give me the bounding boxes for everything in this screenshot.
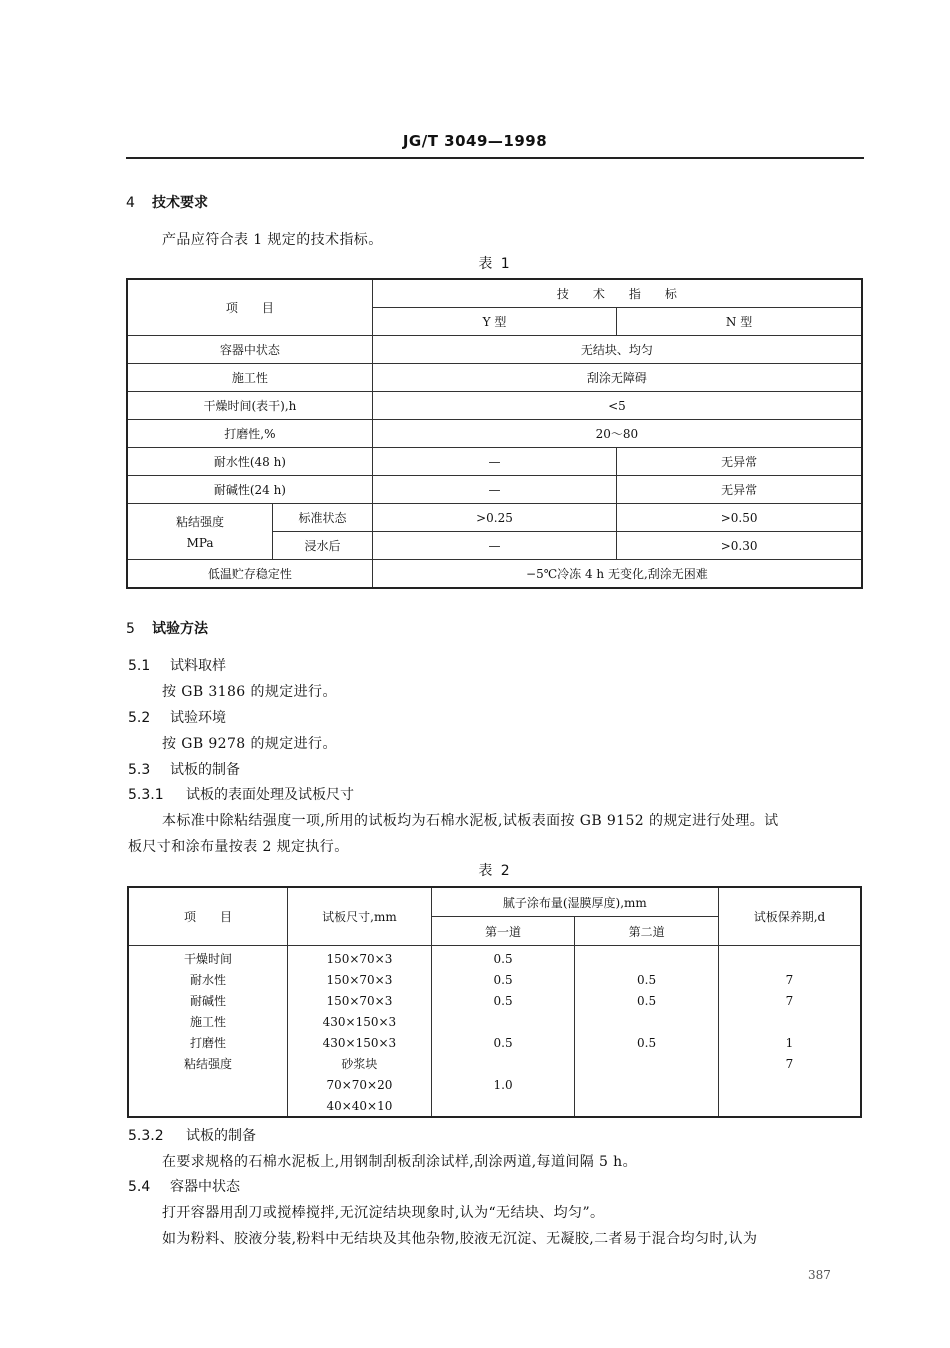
section-5-3-2-heading — [128, 1125, 256, 1145]
row-size: 150×70×3 — [288, 969, 432, 990]
row-y-value: >0.25 — [372, 504, 616, 532]
row-second: 0.5 — [575, 1032, 719, 1053]
section-5-2-text: 按 GB 9278 的规定进行。 — [162, 736, 337, 752]
col-header-first: 第一道 — [431, 917, 575, 946]
section-5-1-heading — [128, 655, 226, 675]
row-condition: 标准状态 — [273, 504, 373, 532]
row-item: 干燥时间(表干),h — [127, 392, 372, 420]
section-5-4-line2: 如为粉料、胶液分装,粉料中无结块及其他杂物,胶液无沉淀、无凝胶,二者易于混合均匀时,认为 — [162, 1231, 758, 1247]
row-size: 430×150×3 — [288, 1032, 432, 1053]
col-header-n: N 型 — [617, 308, 862, 336]
row-second — [575, 1053, 719, 1074]
row-item: 施工性 — [127, 364, 372, 392]
row-n-value: 无异常 — [617, 448, 862, 476]
table-row — [127, 448, 862, 476]
row-value: <5 — [372, 392, 862, 420]
section-title: 试板的表面处理及试板尺寸 — [186, 787, 354, 803]
section-title: 试验环境 — [170, 710, 226, 726]
section-5-3-1-heading — [128, 784, 354, 804]
col-header-second: 第二道 — [575, 917, 719, 946]
table-row — [127, 420, 862, 448]
row-cure: 7 — [718, 1053, 861, 1074]
row-first — [431, 1095, 575, 1117]
col-header-item: 项 目 — [128, 887, 288, 946]
row-item: 容器中状态 — [127, 336, 372, 364]
header-rule — [126, 157, 864, 159]
section-number: 4 — [126, 195, 135, 211]
row-item: 粘结强度 — [128, 1053, 288, 1074]
row-first: 0.5 — [431, 1032, 575, 1053]
row-cure — [718, 1095, 861, 1117]
row-first: 0.5 — [431, 969, 575, 990]
table-row — [127, 504, 862, 532]
section-title: 试板的制备 — [170, 762, 240, 778]
row-second: 0.5 — [575, 990, 719, 1011]
table-row — [128, 969, 861, 990]
section-5-1-text: 按 GB 3186 的规定进行。 — [162, 684, 337, 700]
row-cure: 1 — [718, 1032, 861, 1053]
section-4-heading — [126, 192, 208, 212]
table-row — [127, 392, 862, 420]
row-second — [575, 1074, 719, 1095]
table-2 — [127, 886, 862, 1118]
row-n-value: 无异常 — [617, 476, 862, 504]
row-item — [128, 1095, 288, 1117]
table-row — [128, 1074, 861, 1095]
section-number: 5.2 — [128, 710, 151, 726]
col-header-coat: 腻子涂布量(湿膜厚度),mm — [431, 887, 718, 917]
row-value: 刮涂无障碍 — [372, 364, 862, 392]
table-row — [128, 990, 861, 1011]
table-row — [127, 560, 862, 589]
row-item: 耐水性(48 h) — [127, 448, 372, 476]
section-title: 试料取样 — [170, 658, 226, 674]
col-header-size: 试板尺寸,mm — [288, 887, 432, 946]
row-value: 无结块、均匀 — [372, 336, 862, 364]
row-second — [575, 1095, 719, 1117]
row-item: 打磨性,% — [127, 420, 372, 448]
section-title: 技术要求 — [152, 195, 208, 211]
section-5-4-heading — [128, 1176, 240, 1196]
row-second: 0.5 — [575, 969, 719, 990]
row-item — [128, 1074, 288, 1095]
section-title: 试板的制备 — [186, 1128, 256, 1144]
row-item: 干燥时间 — [128, 946, 288, 970]
section-number: 5.3.1 — [128, 787, 164, 803]
table-row — [127, 336, 862, 364]
row-item: 打磨性 — [128, 1032, 288, 1053]
col-header-y: Y 型 — [372, 308, 616, 336]
section-5-2-heading — [128, 707, 226, 727]
bond-strength-label — [127, 504, 273, 560]
row-first: 0.5 — [431, 990, 575, 1011]
section-number: 5.3.2 — [128, 1128, 164, 1144]
row-first: 1.0 — [431, 1074, 575, 1095]
row-size: 150×70×3 — [288, 946, 432, 970]
table1-caption: 表 1 — [478, 256, 512, 272]
row-y-value: — — [372, 532, 616, 560]
row-cure — [718, 1011, 861, 1032]
row-size: 150×70×3 — [288, 990, 432, 1011]
col-header-item: 项 目 — [127, 279, 372, 336]
row-size: 70×70×20 — [288, 1074, 432, 1095]
row-value: −5℃冷冻 4 h 无变化,刮涂无困难 — [372, 560, 862, 589]
row-n-value: >0.50 — [617, 504, 862, 532]
row-cure — [718, 946, 861, 970]
section-5-3-1-line1: 本标准中除粘结强度一项,所用的试板均为石棉水泥板,试板表面按 GB 9152 的规定进行处理。试 — [162, 813, 779, 829]
section-5-heading — [126, 618, 208, 638]
section-5-3-2-text: 在要求规格的石棉水泥板上,用钢制刮板刮涂试样,刮涂两道,每道间隔 5 h。 — [162, 1154, 637, 1170]
bond-unit: MPa — [186, 536, 214, 550]
table-row — [127, 476, 862, 504]
table-row — [128, 946, 861, 970]
col-header-spec: 技 术 指 标 — [372, 279, 862, 308]
table-row — [127, 364, 862, 392]
section-5-3-heading — [128, 759, 240, 779]
section-5-4-line1: 打开容器用刮刀或搅棒搅拌,无沉淀结块现象时,认为“无结块、均匀”。 — [162, 1205, 605, 1221]
row-size: 40×40×10 — [288, 1095, 432, 1117]
row-cure: 7 — [718, 969, 861, 990]
table-row — [128, 1011, 861, 1032]
row-item: 耐碱性 — [128, 990, 288, 1011]
row-cure — [718, 1074, 861, 1095]
row-first — [431, 1011, 575, 1032]
row-first: 0.5 — [431, 946, 575, 970]
row-y-value: — — [372, 448, 616, 476]
col-header-cure: 试板保养期,d — [718, 887, 861, 946]
row-item: 耐碱性(24 h) — [127, 476, 372, 504]
row-second — [575, 946, 719, 970]
section-number: 5.3 — [128, 762, 151, 778]
row-second — [575, 1011, 719, 1032]
section-title: 试验方法 — [152, 621, 208, 637]
row-value: 20～80 — [372, 420, 862, 448]
standard-header: JG/T 3049—1998 — [402, 132, 548, 150]
row-cure: 7 — [718, 990, 861, 1011]
table-1 — [126, 278, 863, 589]
page-number: 387 — [808, 1268, 831, 1282]
row-first — [431, 1053, 575, 1074]
row-size: 砂浆块 — [288, 1053, 432, 1074]
bond-label: 粘结强度 — [176, 515, 225, 529]
table-row — [128, 1095, 861, 1117]
section-number: 5 — [126, 621, 135, 637]
row-condition: 浸水后 — [273, 532, 373, 560]
row-item: 低温贮存稳定性 — [127, 560, 372, 589]
row-item: 耐水性 — [128, 969, 288, 990]
section-5-3-1-line2: 板尺寸和涂布量按表 2 规定执行。 — [128, 839, 349, 855]
table-row — [128, 1032, 861, 1053]
row-size: 430×150×3 — [288, 1011, 432, 1032]
table-row — [128, 1053, 861, 1074]
section-4-text: 产品应符合表 1 规定的技术指标。 — [162, 232, 383, 248]
table2-caption: 表 2 — [478, 863, 512, 879]
section-title: 容器中状态 — [170, 1179, 240, 1195]
section-number: 5.4 — [128, 1179, 151, 1195]
section-number: 5.1 — [128, 658, 151, 674]
row-n-value: >0.30 — [617, 532, 862, 560]
row-item: 施工性 — [128, 1011, 288, 1032]
row-y-value: — — [372, 476, 616, 504]
